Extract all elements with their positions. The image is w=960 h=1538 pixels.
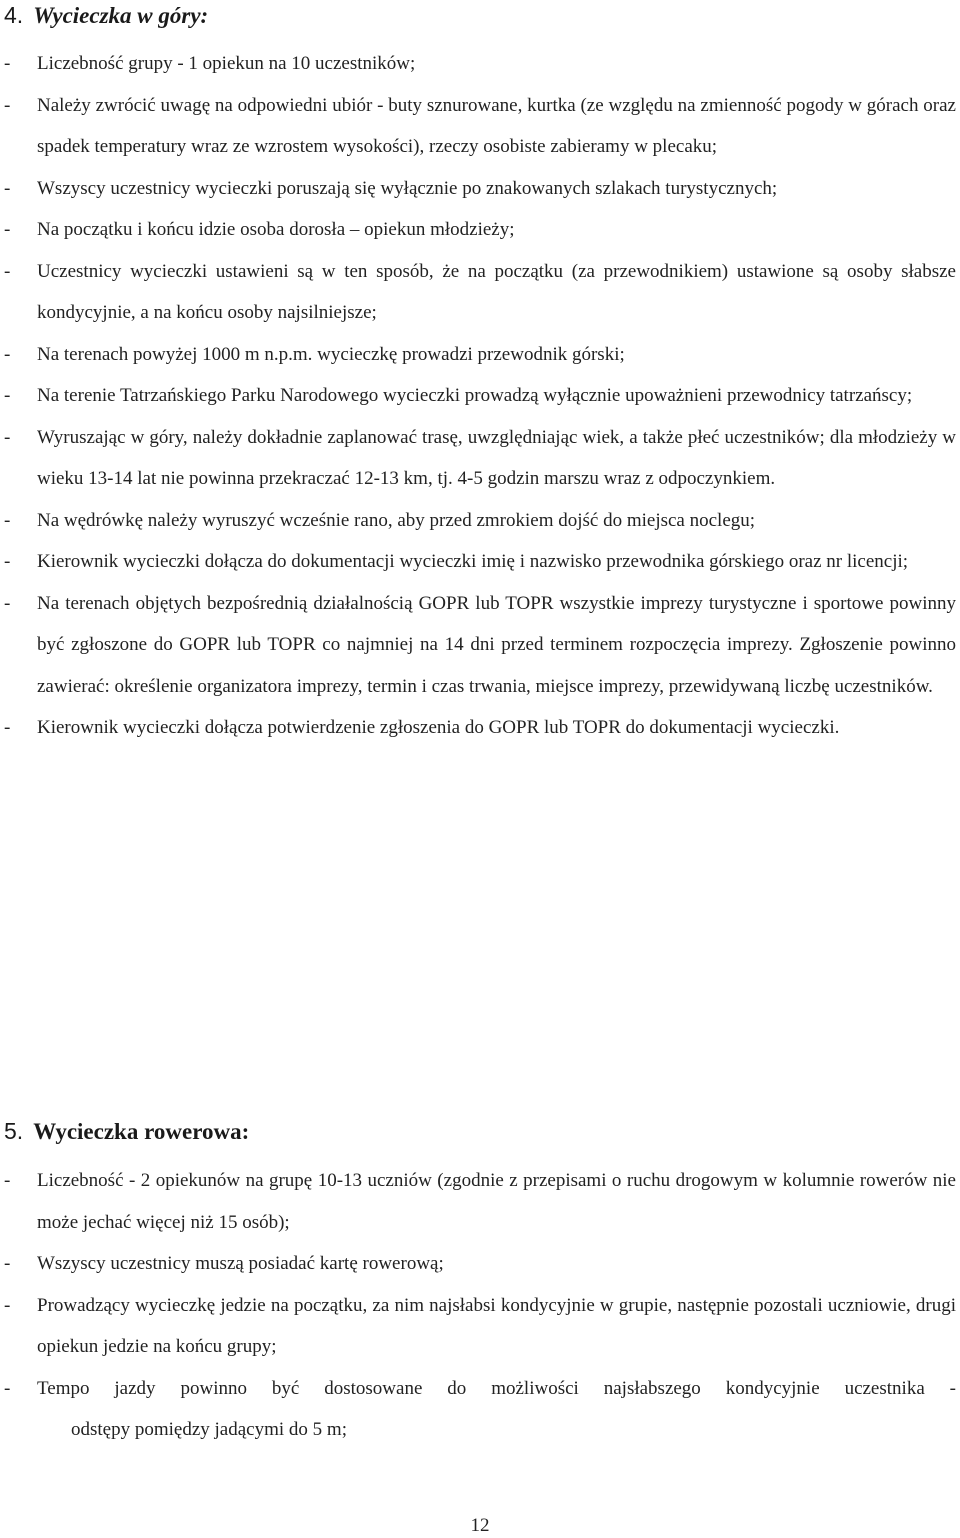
list-item-text: Wszyscy uczestnicy muszą posiadać kartę rowerową; xyxy=(37,1253,444,1274)
bullet-dash: - xyxy=(4,53,11,74)
list-item xyxy=(0,1160,960,1243)
section-5-title: Wycieczka rowerowa: xyxy=(33,1119,250,1144)
list-item-text: Kierownik wycieczki dołącza do dokumentacji wycieczki imię i nazwisko przewodnika górskiego oraz nr licencji; xyxy=(37,551,909,572)
bullet-dash: - xyxy=(4,177,11,199)
list-item-text: Liczebność - 2 opiekunów na grupę 10-13 uczniów (zgodnie z przepisami o ruchu drogowym w kolumnie rowerów nie może jechać więcej niż 15 osób); xyxy=(37,1170,956,1233)
bullet-dash: - xyxy=(4,1170,11,1191)
bullet-dash: - xyxy=(4,592,11,614)
list-item xyxy=(0,209,960,251)
bullet-dash: - xyxy=(4,260,11,282)
bullet-dash: - xyxy=(4,219,11,240)
list-item-text: Na początku i końcu idzie osoba dorosła – opiekun młodzieży; xyxy=(37,219,515,240)
section-4-heading xyxy=(4,0,208,31)
bullet-dash: - xyxy=(4,343,11,365)
list-item xyxy=(0,541,960,583)
section-5-number: 5. xyxy=(4,1118,24,1144)
section-5-heading xyxy=(4,1116,249,1147)
list-item-text: Na terenie Tatrzańskiego Parku Narodowego wycieczki prowadzą wyłącznie upoważnieni przewodnicy tatrzańscy; xyxy=(37,385,913,406)
list-item xyxy=(0,1368,960,1451)
list-item-text: Liczebność grupy - 1 opiekun na 10 uczestników; xyxy=(37,53,416,74)
bullet-dash: - xyxy=(4,94,11,116)
list-item xyxy=(0,85,960,168)
list-item-text: Należy zwrócić uwagę na odpowiedni ubiór - buty sznurowane, kurtka (ze względu na zmienność pogody w górach oraz spadek temperatury wraz ze wzrostem wysokości), rzeczy osobiste zabieramy w plecaku; xyxy=(37,94,956,157)
list-item xyxy=(0,375,960,417)
list-item xyxy=(0,583,960,708)
bullet-dash: - xyxy=(4,426,11,448)
list-item-text: Uczestnicy wycieczki ustawieni są w ten sposób, że na początku (za przewodnikiem) ustawione są osoby słabsze kondycyjnie, a na końcu osoby najsilniejsze; xyxy=(37,260,956,323)
list-item-text: Wyruszając w góry, należy dokładnie zaplanować trasę, uwzględniając wiek, a także płeć uczestników; dla młodzieży w wieku 13-14 lat nie powinna przekraczać 12-13 km, tj. 4-5 godzin marszu wraz z odpoczynkiem. xyxy=(37,426,956,489)
section-4-number: 4. xyxy=(4,2,24,28)
list-item-text: Na terenach powyżej 1000 m n.p.m. wycieczkę prowadzi przewodnik górski; xyxy=(37,343,625,365)
bullet-dash: - xyxy=(4,1294,11,1316)
list-item xyxy=(0,43,960,85)
list-item xyxy=(0,168,960,210)
list-item xyxy=(0,417,960,500)
bullet-dash: - xyxy=(4,385,11,406)
list-item-text: Kierownik wycieczki dołącza potwierdzenie zgłoszenia do GOPR lub TOPR do dokumentacji wycieczki. xyxy=(37,717,840,738)
list-item-text: Prowadzący wycieczkę jedzie na początku, za nim najsłabsi kondycyjnie w grupie, następnie pozostali uczniowie, drugi opiekun jedzie na końcu grupy; xyxy=(37,1294,956,1357)
bullet-dash: - xyxy=(4,551,11,572)
list-item-text: Na wędrówkę należy wyruszyć wcześnie rano, aby przed zmrokiem dojść do miejsca noclegu; xyxy=(37,509,756,531)
list-item xyxy=(0,707,960,749)
list-item xyxy=(0,500,960,542)
list-item xyxy=(0,334,960,376)
list-item-text: Na terenach objętych bezpośrednią działalnością GOPR lub TOPR wszystkie imprezy turystyczne i sportowe powinny być zgłoszone do GOPR lub TOPR co najmniej na 14 dni przed terminem rozpoczęcia imprezy. Zgłoszenie powinno zawierać: określenie organizatora imprezy, termin i czas trwania, miejsce imprezy, przewidywaną liczbę uczestników. xyxy=(37,592,956,697)
section-4-title: Wycieczka w góry: xyxy=(33,3,209,28)
list-item-text: Wszyscy uczestnicy wycieczki poruszają się wyłącznie po znakowanych szlakach turystycznych; xyxy=(37,177,778,199)
bullet-dash: - xyxy=(4,717,11,738)
list-item xyxy=(0,1285,960,1368)
section-4-list xyxy=(0,43,960,749)
list-item-text-line-1: Tempo jazdy powinno być dostosowane do możliwości najsłabszego kondycyjnie uczestnika - xyxy=(37,1377,956,1399)
bullet-dash: - xyxy=(4,1253,11,1274)
page-number: 12 xyxy=(470,1515,490,1536)
section-5-list xyxy=(0,1160,960,1451)
list-item xyxy=(0,251,960,334)
bullet-dash: - xyxy=(4,509,11,531)
bullet-dash: - xyxy=(4,1377,11,1399)
list-item xyxy=(0,1243,960,1285)
list-item-text-line-2: odstępy pomiędzy jadącymi do 5 m; xyxy=(71,1419,347,1440)
